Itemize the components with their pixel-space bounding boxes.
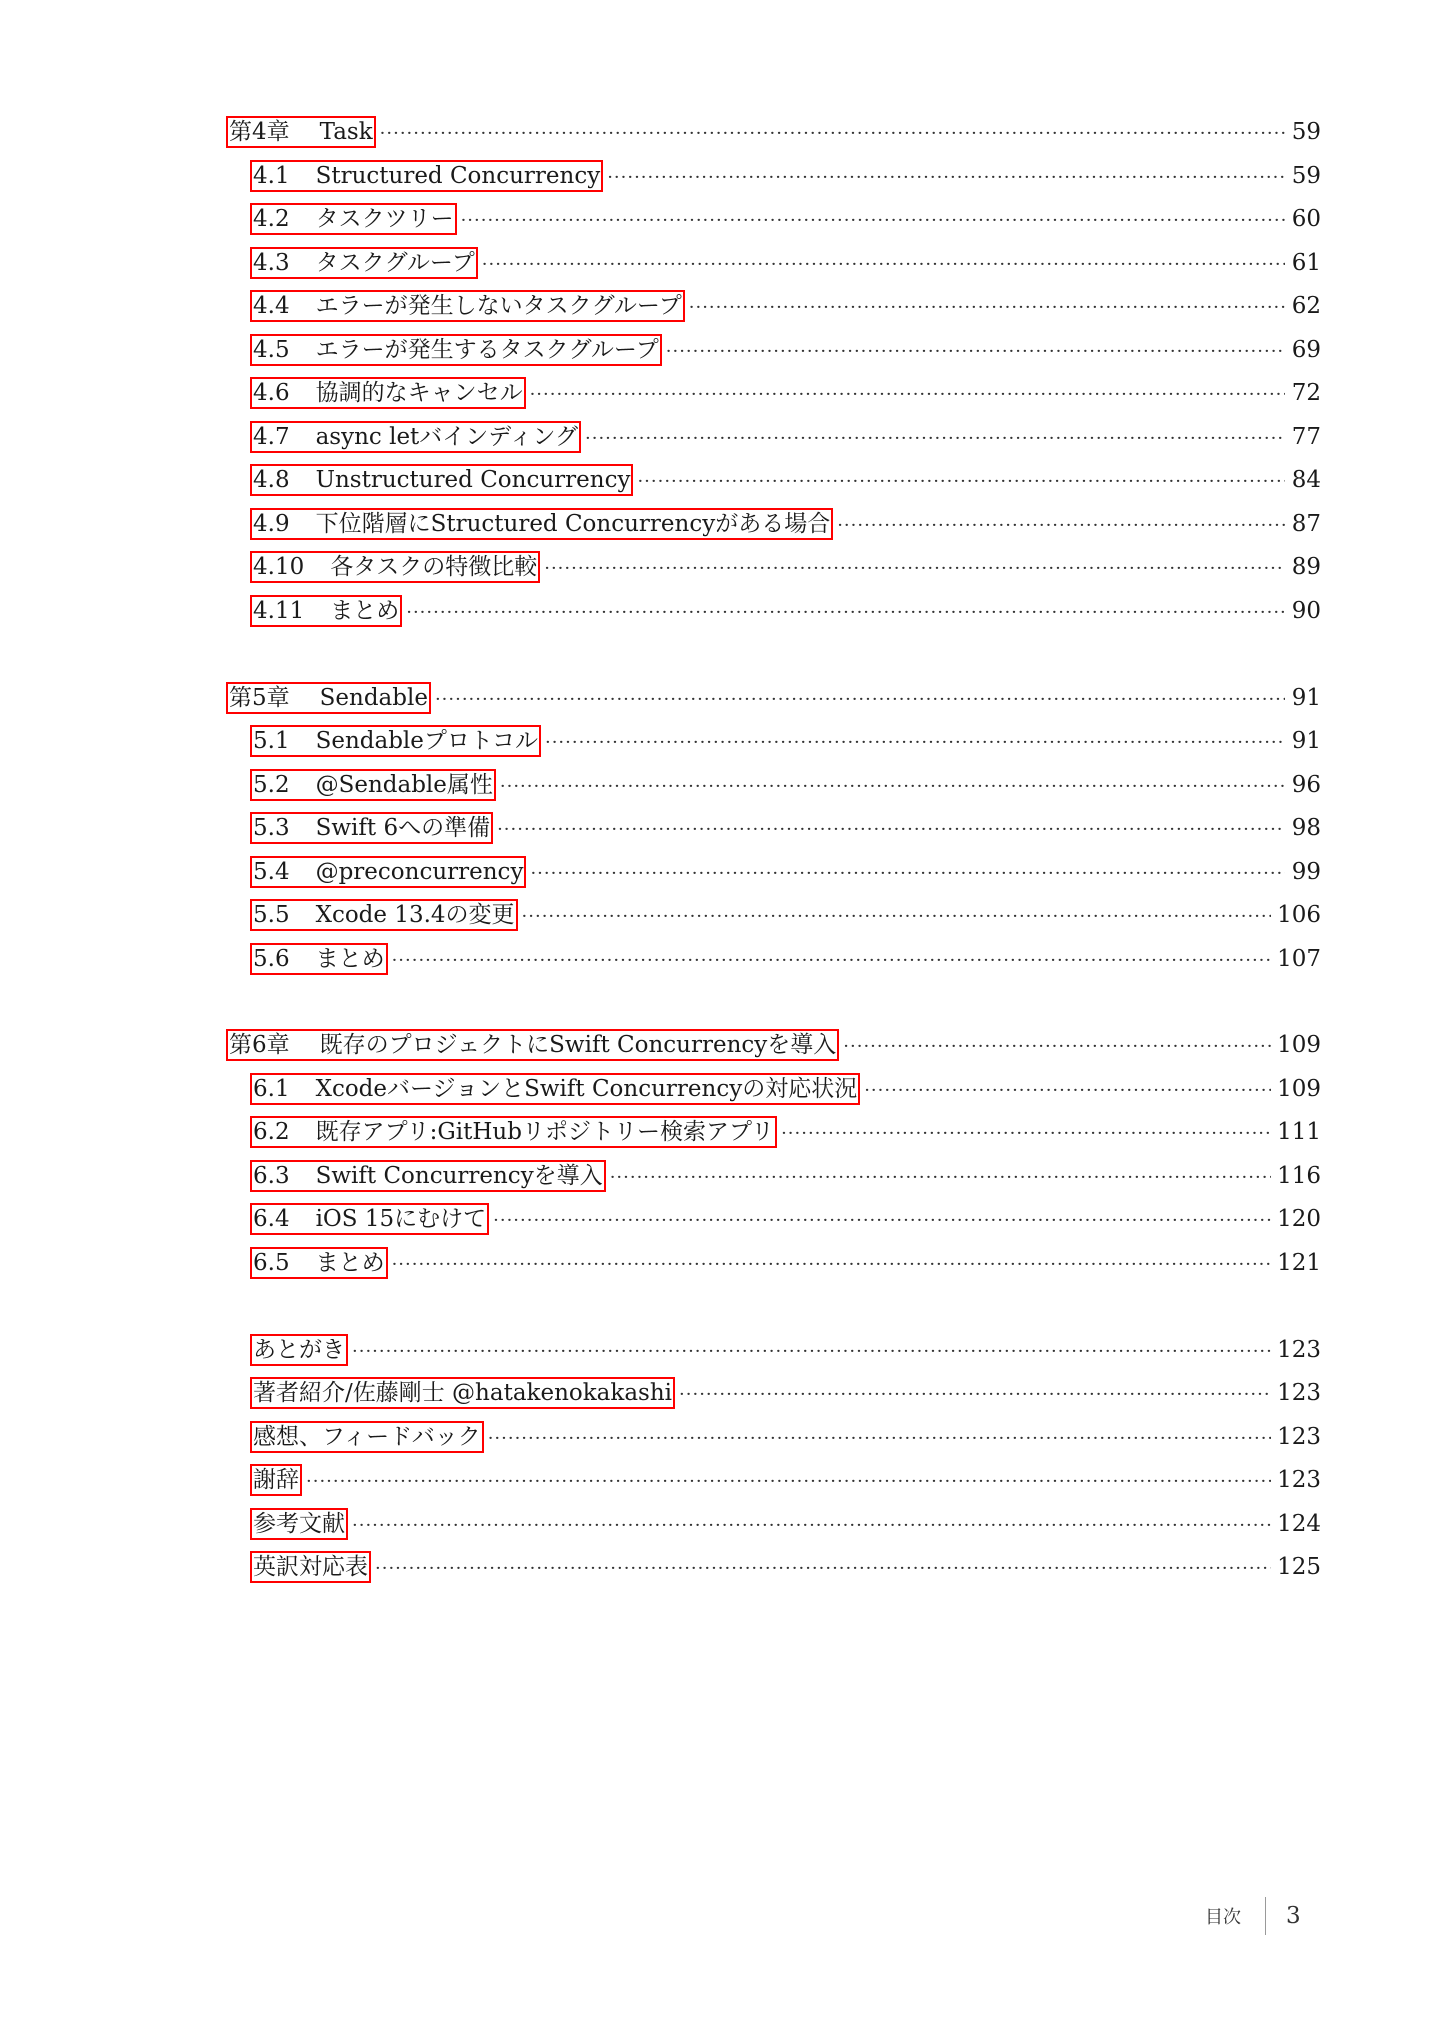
toc-section[interactable] (252, 156, 1321, 196)
toc-chapter-5[interactable] (228, 678, 1321, 718)
toc-backmatter-item[interactable] (252, 1547, 1321, 1587)
page-number: 111 (1277, 1119, 1321, 1145)
section-number: 6.1 (253, 1076, 290, 1102)
section-title: 既存アプリ:GitHubリポジトリー検索アプリ (315, 1119, 775, 1145)
section-label[interactable] (252, 727, 539, 755)
section-title: まとめ (330, 598, 400, 624)
dot-leader (610, 1158, 1271, 1198)
section-title: まとめ (315, 946, 385, 972)
dot-leader (843, 1027, 1271, 1067)
dot-leader (607, 158, 1285, 198)
section-label[interactable] (252, 858, 524, 886)
section-label[interactable] (252, 945, 386, 973)
backmatter-label[interactable]: 英訳対応表 (253, 1554, 368, 1580)
page-number: 84 (1291, 467, 1321, 493)
section-number: 5.2 (253, 772, 290, 798)
dot-leader (392, 941, 1272, 981)
section-number: 4.5 (253, 337, 290, 363)
toc-section[interactable] (252, 547, 1321, 587)
backmatter-label[interactable]: 著者紹介/佐藤剛士 @hatakenokakashi (253, 1380, 673, 1406)
section-number: 4.4 (253, 293, 290, 319)
section-title: Swift Concurrencyを導入 (315, 1163, 603, 1189)
toc-backmatter-item[interactable] (252, 1460, 1321, 1500)
toc-section[interactable] (252, 286, 1321, 326)
dot-leader (781, 1114, 1271, 1154)
page-number: 98 (1291, 815, 1321, 841)
toc-section[interactable] (252, 1199, 1321, 1239)
section-number: 4.2 (253, 206, 290, 232)
section-label[interactable] (252, 771, 494, 799)
section-title: タスクグループ (315, 250, 475, 276)
chapter-title: Sendable (319, 685, 428, 711)
page-number: 125 (1277, 1554, 1321, 1580)
chapter-title: Task (319, 119, 373, 145)
page-number: 123 (1277, 1424, 1321, 1450)
toc-section[interactable] (252, 460, 1321, 500)
toc-backmatter-item[interactable] (252, 1373, 1321, 1413)
dot-leader (482, 245, 1285, 285)
dot-leader (497, 810, 1285, 850)
toc-backmatter-item[interactable] (252, 1504, 1321, 1544)
toc-backmatter-item[interactable] (252, 1330, 1321, 1370)
dot-leader (545, 723, 1285, 763)
toc-chapter-6[interactable] (228, 1025, 1321, 1065)
page-number: 107 (1277, 946, 1321, 972)
page-number: 89 (1291, 554, 1321, 580)
dot-leader (864, 1071, 1271, 1111)
page-number: 87 (1291, 511, 1321, 537)
toc-section[interactable] (252, 417, 1321, 457)
dot-leader (544, 549, 1285, 589)
section-label[interactable] (252, 814, 491, 842)
dot-leader (380, 114, 1285, 154)
chapter-title: 既存のプロジェクトにSwift Concurrencyを導入 (319, 1032, 837, 1058)
toc-section[interactable] (252, 1243, 1321, 1283)
section-label[interactable] (252, 1162, 604, 1190)
page-footer (1205, 1896, 1301, 1936)
section-title: 協調的なキャンセル (315, 380, 523, 406)
toc-section[interactable] (252, 895, 1321, 935)
page-number: 69 (1291, 337, 1321, 363)
section-label[interactable] (252, 423, 579, 451)
dot-leader (352, 1506, 1271, 1546)
section-title: エラーが発生しないタスクグループ (315, 293, 682, 319)
toc-section[interactable] (252, 504, 1321, 544)
page-number: 99 (1291, 859, 1321, 885)
section-label[interactable] (252, 553, 538, 581)
page-number: 59 (1291, 119, 1321, 145)
section-label[interactable] (252, 510, 831, 538)
section-label[interactable] (252, 336, 660, 364)
section-label[interactable] (252, 597, 400, 625)
section-number: 5.5 (253, 902, 290, 928)
dot-leader (530, 375, 1285, 415)
page-number: 123 (1277, 1380, 1321, 1406)
chapter-label[interactable] (228, 684, 429, 712)
dot-leader (488, 1419, 1271, 1459)
section-number: 4.3 (253, 250, 290, 276)
toc-section[interactable] (252, 852, 1321, 892)
section-number: 4.8 (253, 467, 290, 493)
section-number: 4.1 (253, 163, 290, 189)
dot-leader (837, 506, 1285, 546)
section-number: 5.3 (253, 815, 290, 841)
section-number: 4.10 (253, 554, 305, 580)
section-title: async letバインディング (315, 424, 579, 450)
section-title: Sendableプロトコル (315, 728, 538, 754)
chapter-number: 第5章 (229, 685, 290, 711)
section-label[interactable] (252, 466, 631, 494)
page-number: 72 (1291, 380, 1321, 406)
section-number: 5.6 (253, 946, 290, 972)
chapter-label[interactable] (228, 1031, 837, 1059)
toc-section[interactable] (252, 765, 1321, 805)
backmatter-label[interactable]: 感想、フィードバック (253, 1424, 481, 1450)
page-number: 109 (1277, 1076, 1321, 1102)
section-title: XcodeバージョンとSwift Concurrencyの対応状況 (315, 1076, 858, 1102)
page-number: 91 (1291, 728, 1321, 754)
page-number: 123 (1277, 1337, 1321, 1363)
section-label[interactable] (252, 292, 683, 320)
section-title: Structured Concurrency (315, 163, 601, 189)
section-label[interactable] (252, 205, 455, 233)
section-title: iOS 15にむけて (315, 1206, 487, 1232)
toc-section[interactable] (252, 591, 1321, 631)
section-number: 4.7 (253, 424, 290, 450)
page-number: 77 (1291, 424, 1321, 450)
chapter-number: 第4章 (229, 119, 290, 145)
page-number: 116 (1277, 1163, 1321, 1189)
toc-section[interactable] (252, 1069, 1321, 1109)
chapter-label[interactable] (228, 118, 374, 146)
section-label[interactable] (252, 1118, 775, 1146)
section-label[interactable] (252, 162, 601, 190)
page-number: 123 (1277, 1467, 1321, 1493)
toc-section[interactable] (252, 330, 1321, 370)
backmatter-label[interactable]: 参考文献 (253, 1511, 345, 1537)
footer-section-label: 目次 (1205, 1907, 1241, 1928)
dot-leader (585, 419, 1285, 459)
backmatter-label[interactable]: 謝辞 (253, 1467, 299, 1493)
section-title: 各タスクの特徴比較 (330, 554, 538, 580)
section-number: 4.6 (253, 380, 290, 406)
dot-leader (522, 897, 1272, 937)
toc-section[interactable] (252, 243, 1321, 283)
toc-backmatter-item[interactable] (252, 1417, 1321, 1457)
section-title: Xcode 13.4の変更 (315, 902, 515, 928)
dot-leader (435, 680, 1285, 720)
dot-leader (352, 1332, 1271, 1372)
page-number: 121 (1277, 1250, 1321, 1276)
page-number: 124 (1277, 1511, 1321, 1537)
section-number: 6.2 (253, 1119, 290, 1145)
chapter-number: 第6章 (229, 1032, 290, 1058)
dot-leader (666, 332, 1285, 372)
section-label[interactable] (252, 1249, 386, 1277)
dot-leader (406, 593, 1285, 633)
section-number: 4.9 (253, 511, 290, 537)
section-number: 6.5 (253, 1250, 290, 1276)
section-label[interactable] (252, 249, 476, 277)
dot-leader (306, 1462, 1271, 1502)
toc-section[interactable] (252, 373, 1321, 413)
toc-section[interactable] (252, 808, 1321, 848)
page-number: 59 (1291, 163, 1321, 189)
dot-leader (392, 1245, 1272, 1285)
toc-section[interactable] (252, 939, 1321, 979)
section-title: まとめ (315, 1250, 385, 1276)
toc-section[interactable] (252, 1112, 1321, 1152)
backmatter-label[interactable]: あとがき (253, 1337, 345, 1363)
toc-section[interactable] (252, 1156, 1321, 1196)
dot-leader (689, 288, 1285, 328)
dot-leader (461, 201, 1285, 241)
page-number: 96 (1291, 772, 1321, 798)
footer-page-number: 3 (1286, 1903, 1301, 1929)
dot-leader (530, 854, 1285, 894)
page-number: 62 (1291, 293, 1321, 319)
toc-section[interactable] (252, 721, 1321, 761)
section-number: 4.11 (253, 598, 305, 624)
section-title: @Sendable属性 (315, 772, 493, 798)
section-number: 5.1 (253, 728, 290, 754)
section-title: エラーが発生するタスクグループ (315, 337, 659, 363)
page-number: 61 (1291, 250, 1321, 276)
dot-leader (637, 462, 1285, 502)
toc-chapter-4[interactable] (228, 112, 1321, 152)
page-number: 91 (1291, 685, 1321, 711)
section-number: 6.4 (253, 1206, 290, 1232)
page-number: 106 (1277, 902, 1321, 928)
section-title: タスクツリー (315, 206, 454, 232)
section-label[interactable] (252, 1075, 858, 1103)
page-number: 60 (1291, 206, 1321, 232)
section-number: 5.4 (253, 859, 290, 885)
page-number: 109 (1277, 1032, 1321, 1058)
dot-leader (500, 767, 1285, 807)
page-number: 120 (1277, 1206, 1321, 1232)
footer-divider (1265, 1897, 1266, 1935)
section-title: 下位階層にStructured Concurrencyがある場合 (315, 511, 831, 537)
page-number: 90 (1291, 598, 1321, 624)
section-number: 6.3 (253, 1163, 290, 1189)
toc-section[interactable] (252, 199, 1321, 239)
dot-leader (375, 1549, 1271, 1589)
section-label[interactable] (252, 901, 516, 929)
dot-leader (493, 1201, 1271, 1241)
section-label[interactable] (252, 1205, 487, 1233)
section-title: @preconcurrency (315, 859, 524, 885)
section-title: Unstructured Concurrency (315, 467, 631, 493)
dot-leader (679, 1375, 1271, 1415)
section-label[interactable] (252, 379, 524, 407)
section-title: Swift 6への準備 (315, 815, 491, 841)
